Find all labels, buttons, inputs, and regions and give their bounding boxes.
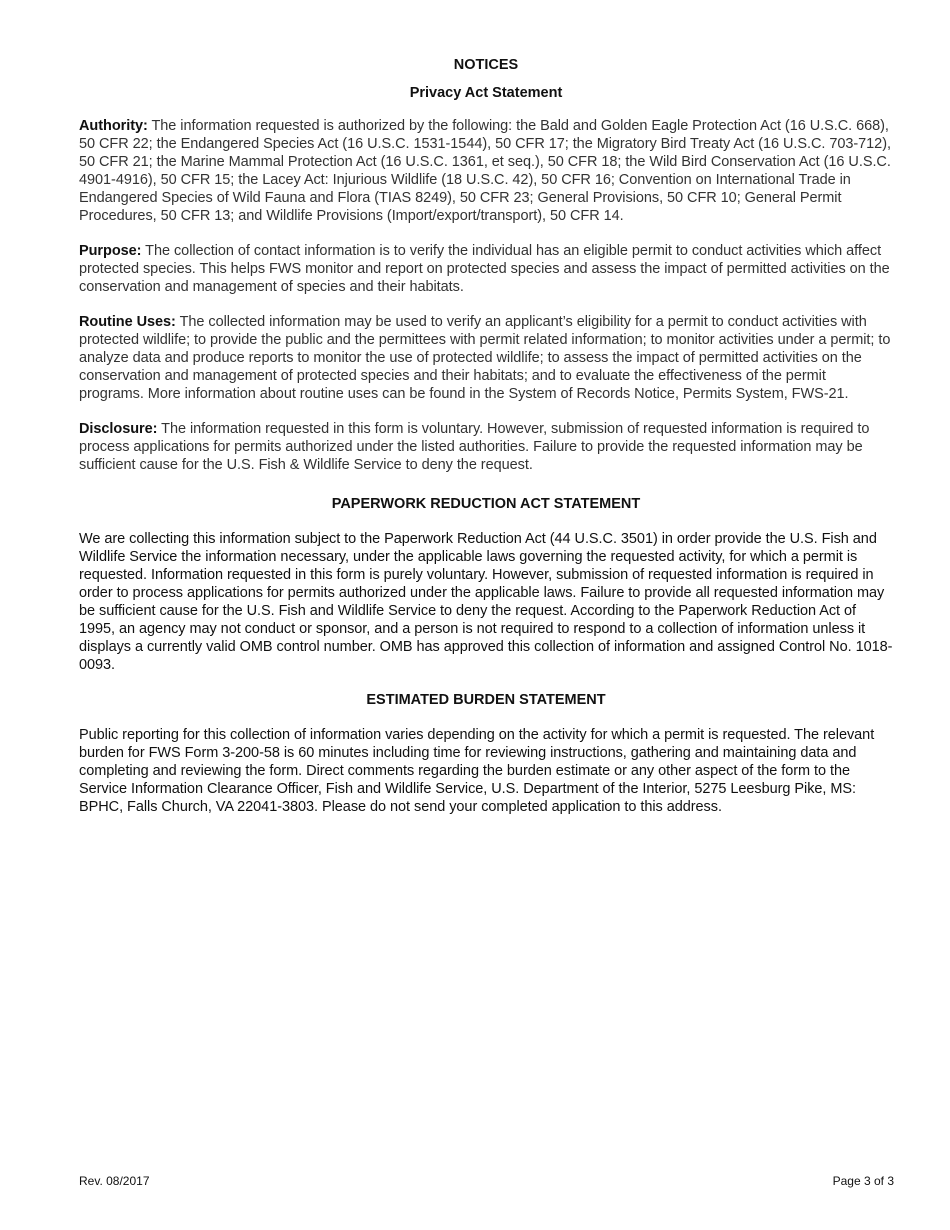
authority-paragraph [79, 117, 893, 225]
privacy-act-section [79, 117, 893, 474]
paperwork-reduction-title: PAPERWORK REDUCTION ACT STATEMENT [331, 496, 641, 512]
disclosure-label: Disclosure: [79, 421, 158, 437]
paperwork-reduction-text: We are collecting this information subject to the Paperwork Reduction Act (44 U.S.C. 3501) in order provide the U.S. Fish and Wildlife Service the information necessary, under the applicable laws governing the requested activity, for which a permit is requested. Information requested in this form is purely voluntary. However, submission of requested information is required in order to process applications for permits authorized under the applicable laws. Failure to provide all requested information may be sufficient cause for the U.S. Fish and Wildlife Service to deny the request. According to the Paperwork Reduction Act of 1995, an agency may not conduct or sponsor, and a person is not required to respond to a collection of information unless it displays a currently valid OMB control number. OMB has approved this collection of information and assigned Control No. 1018-0093. [79, 531, 893, 673]
routine-uses-paragraph [79, 313, 893, 403]
burden-statement-text: Public reporting for this collection of information varies depending on the activity for which a permit is requested. The relevant burden for FWS Form 3-200-58 is 60 minutes including time for reviewing instructions, gathering and maintaining data and completing and reviewing the form. Direct comments regarding the burden estimate or any other aspect of the form to the Service Information Clearance Officer, Fish and Wildlife Service, U.S. Department of the Interior, 5275 Leesburg Pike, MS: BPHC, Falls Church, VA 22041-3803. Please do not send your completed application to this address. [79, 727, 875, 815]
burden-statement-title: ESTIMATED BURDEN STATEMENT [366, 692, 606, 708]
authority-label: Authority: [79, 118, 148, 134]
purpose-text: The collection of contact information is to verify the individual has an eligible permit to conduct activities which affect protected species. This helps FWS monitor and report on protected species and assess the impact of permitted activities on the conservation and management of species and their habitats. [79, 243, 890, 295]
authority-text: The information requested is authorized by the following: the Bald and Golden Eagle Protection Act (16 U.S.C. 668), 50 CFR 22; the Endangered Species Act (16 U.S.C. 1531-1544), 50 CFR 17; the Migratory Bird Treaty Act (16 U.S.C. 703-712), 50 CFR 21; the Marine Mammal Protection Act (16 U.S.C. 1361, et seq.), 50 CFR 18; the Wild Bird Conservation Act (16 U.S.C. 4901-4916), 50 CFR 15; the Lacey Act: Injurious Wildlife (18 U.S.C. 42), 50 CFR 16; Convention on International Trade in Endangered Species of Wild Fauna and Flora (TIAS 8249), 50 CFR 23; General Provisions, 50 CFR 10; General Permit Procedures, 50 CFR 13; and Wildlife Provisions (Import/export/transport), 50 CFR 14. [79, 118, 891, 224]
notices-content [79, 56, 893, 816]
purpose-paragraph [79, 242, 893, 296]
purpose-label: Purpose: [79, 243, 142, 259]
notices-title: NOTICES [453, 57, 519, 73]
routine-uses-label: Routine Uses: [79, 314, 176, 330]
privacy-act-title: Privacy Act Statement [409, 85, 563, 101]
disclosure-text: The information requested in this form is voluntary. However, submission of requested information is required to process applications for permits authorized under the listed authorities. Failure to provide the requested information may be sufficient cause for the U.S. Fish & Wildlife Service to deny the request. [79, 421, 870, 473]
routine-uses-text: The collected information may be used to verify an applicant’s eligibility for a permit to conduct activities with protected wildlife; to provide the public and the permittees with permit related information; to monitor activities under a permit; to analyze data and produce reports to monitor the use of protected wildlife; to assess the impact of permitted activities on the conservation and management of protected species and their habitats; and to evaluate the effectiveness of the permit programs. More information about routine uses can be found in the System of Records Notice, Permits System, FWS-21. [79, 314, 891, 402]
page-number: Page 3 of 3 [832, 1174, 894, 1188]
disclosure-paragraph [79, 420, 893, 474]
revision-date: Rev. 08/2017 [79, 1174, 150, 1188]
